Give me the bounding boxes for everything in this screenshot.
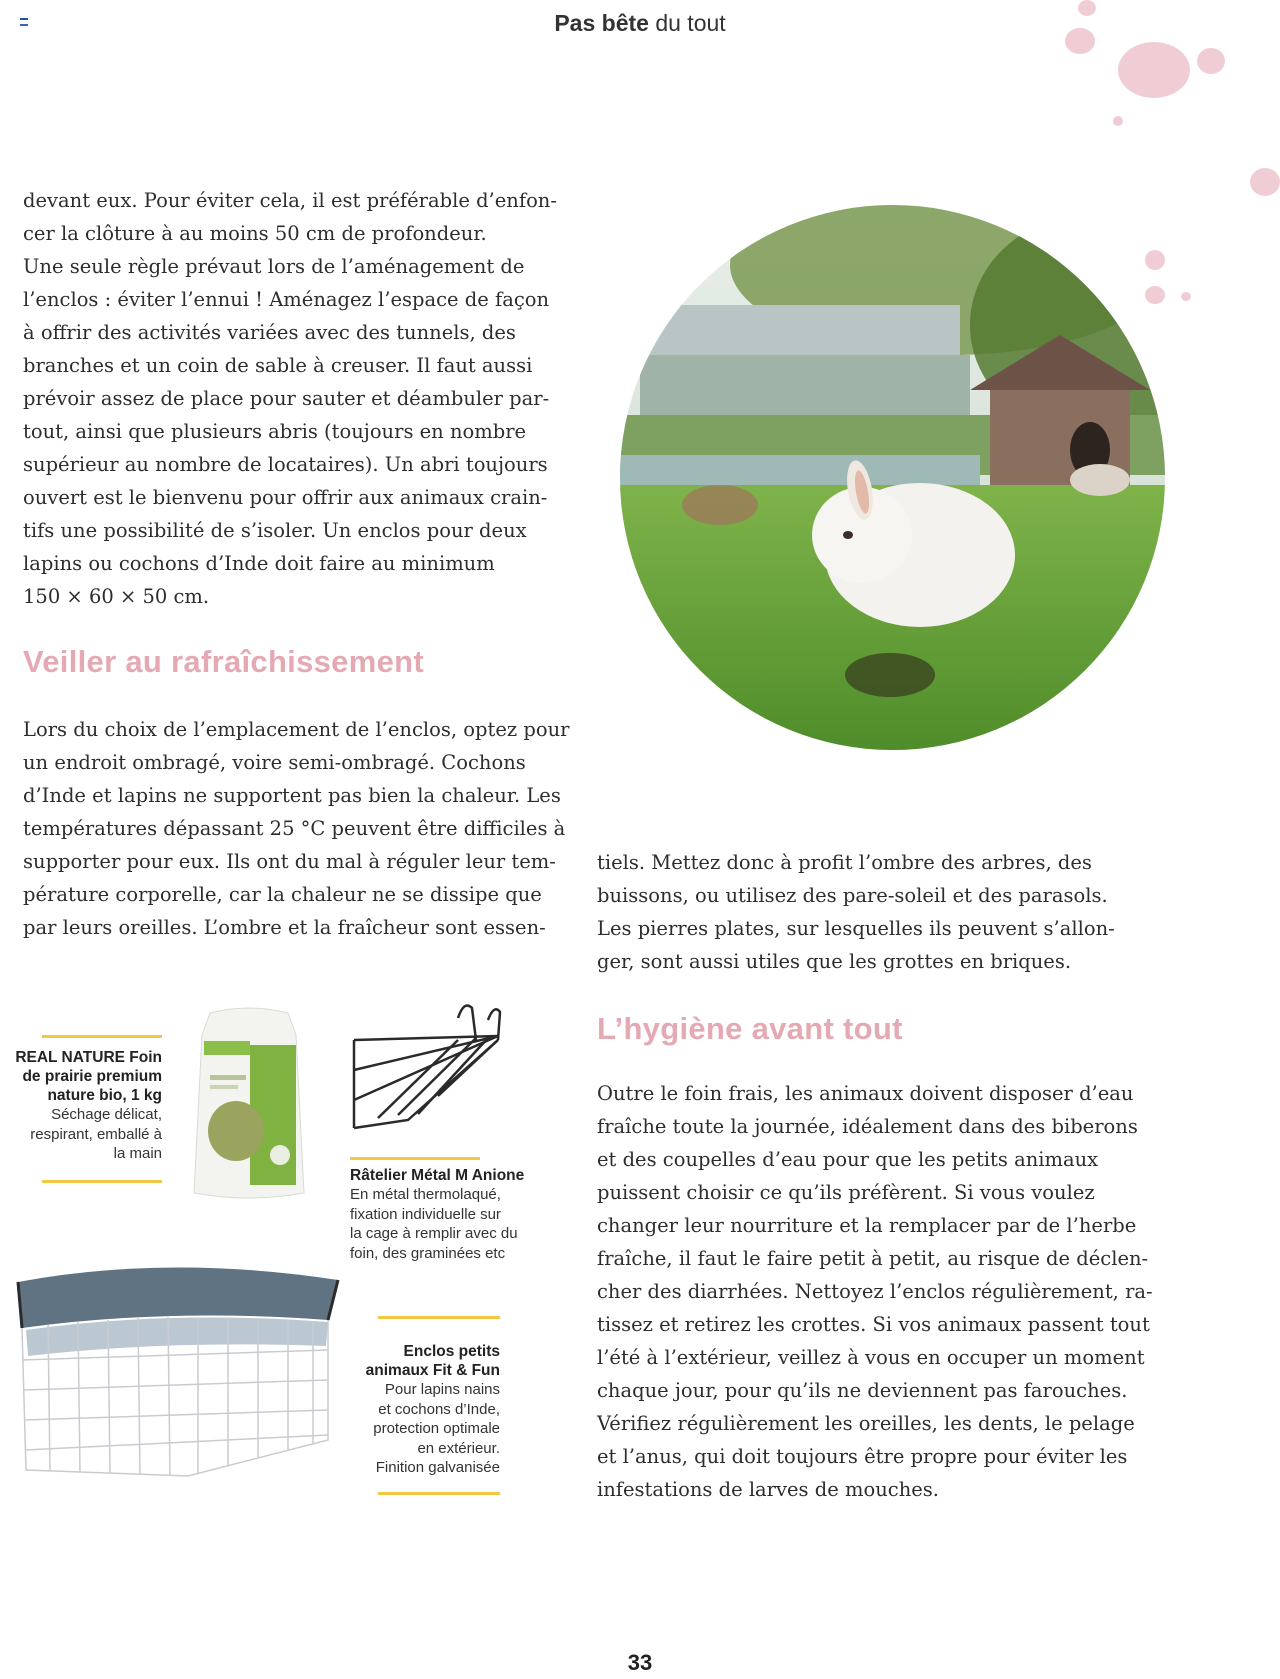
text-line: d’Inde et lapins ne supportent pas bien la chaleur. Les bbox=[23, 784, 561, 807]
product-enclosure-caption bbox=[330, 1342, 500, 1478]
text-line: fraîche, il faut le faire petit à petit, au risque de déclen- bbox=[597, 1247, 1149, 1270]
product-desc: Finition galvanisée bbox=[375, 1459, 500, 1476]
text-line: ger, sont aussi utiles que les grottes en briques. bbox=[597, 950, 1072, 973]
text-line: changer leur nourriture et la remplacer par de l’herbe bbox=[597, 1214, 1137, 1237]
product-desc: la cage à remplir avec du bbox=[350, 1225, 518, 1242]
text-line: pérature corporelle, car la chaleur ne se dissipe que bbox=[23, 883, 542, 906]
text-line: températures dépassant 25 °C peuvent être difficiles à bbox=[23, 817, 566, 840]
text-line: à offrir des activités variées avec des tunnels, des bbox=[23, 321, 516, 344]
text-line: 150 × 60 × 50 cm. bbox=[23, 585, 210, 608]
product-name: Râtelier Métal M Anione bbox=[350, 1167, 525, 1184]
hygiene-paragraph bbox=[597, 1077, 1177, 1506]
product-desc: fixation individuelle sur bbox=[350, 1205, 501, 1223]
text-line: l’été à l’extérieur, veillez à vous en occuper un moment bbox=[597, 1346, 1145, 1369]
text-line: Une seule règle prévaut lors de l’aménagement de bbox=[23, 255, 525, 278]
text-line: par leurs oreilles. L’ombre et la fraîcheur sont essen- bbox=[23, 916, 546, 939]
text-line: tissez et retirez les crottes. Si vos animaux passent tout bbox=[597, 1313, 1150, 1336]
text-line: Vérifiez régulièrement les oreilles, les dents, le pelage bbox=[597, 1412, 1135, 1435]
rabbit-photo-illustration bbox=[620, 205, 1165, 750]
text-line: tout, ainsi que plusieurs abris (toujours en nombre bbox=[23, 420, 527, 443]
text-line: tifs une possibilité de s’isoler. Un enclos pour deux bbox=[23, 519, 527, 542]
product-desc: foin, des graminées etc bbox=[350, 1244, 506, 1262]
text-line: cher des diarrhées. Nettoyez l’enclos régulièrement, ra- bbox=[597, 1280, 1153, 1303]
product-desc: respirant, emballé à bbox=[30, 1125, 162, 1143]
text-line: Les pierres plates, sur lesquelles ils peuvent s’allon- bbox=[597, 917, 1115, 940]
product-desc: Pour lapins nains bbox=[384, 1381, 500, 1398]
text-line: lapins ou cochons d’Inde doit faire au minimum bbox=[23, 552, 495, 575]
text-line: Lors du choix de l’emplacement de l’enclos, optez pour bbox=[23, 718, 570, 741]
text-line: branches et un coin de sable à creuser. Il faut aussi bbox=[23, 354, 533, 377]
text-line: ouvert est le bienvenu pour offrir aux animaux crain- bbox=[23, 486, 548, 509]
hay-rack-image bbox=[348, 1000, 508, 1140]
text-line: prévoir assez de place pour sauter et déambuler par- bbox=[23, 387, 550, 410]
product-name: REAL NATURE Foin bbox=[15, 1049, 162, 1066]
text-line: un endroit ombragé, voire semi-ombragé. Cochons bbox=[23, 751, 526, 774]
product-desc: en extérieur. bbox=[417, 1439, 500, 1457]
heading-hygiene: L’hygiène avant tout bbox=[597, 1011, 903, 1046]
text-line: fraîche toute la journée, idéalement dans des biberons bbox=[597, 1115, 1138, 1138]
text-line: devant eux. Pour éviter cela, il est préférable d’enfon- bbox=[23, 189, 557, 212]
text-line: chaque jour, pour qu’ils ne deviennent pas farouches. bbox=[597, 1379, 1128, 1402]
text-line: Outre le foin frais, les animaux doivent disposer d’eau bbox=[597, 1082, 1134, 1105]
text-line: cer la clôture à au moins 50 cm de profondeur. bbox=[23, 222, 487, 245]
product-name: Enclos petits bbox=[403, 1343, 500, 1360]
text-line: supporter pour eux. Ils ont du mal à réguler leur tem- bbox=[23, 850, 556, 873]
product-desc: En métal thermolaqué, bbox=[350, 1186, 501, 1203]
header-title-bold: Pas bête bbox=[554, 10, 649, 36]
product-rule bbox=[350, 1157, 480, 1160]
product-rule bbox=[378, 1316, 500, 1319]
product-desc: la main bbox=[113, 1145, 162, 1162]
text-line: et l’anus, qui doit toujours être propre pour éviter les bbox=[597, 1445, 1128, 1468]
product-desc: protection optimale bbox=[373, 1420, 500, 1437]
rabbit-photo bbox=[620, 205, 1165, 750]
enclosure-image bbox=[8, 1250, 348, 1480]
text-line: l’enclos : éviter l’ennui ! Aménagez l’espace de façon bbox=[23, 288, 550, 311]
text-line: infestations de larves de mouches. bbox=[597, 1478, 940, 1501]
text-line: et des coupelles d’eau pour que les petits animaux bbox=[597, 1148, 1099, 1171]
product-name: animaux Fit & Fun bbox=[365, 1362, 500, 1379]
text-line: puissent choisir ce qu’ils préfèrent. Si vous voulez bbox=[597, 1181, 1095, 1204]
product-desc: Séchage délicat, bbox=[51, 1106, 162, 1123]
intro-paragraph bbox=[23, 184, 583, 613]
text-line: supérieur au nombre de locataires). Un abri toujours bbox=[23, 453, 548, 476]
header-title-regular: du tout bbox=[648, 10, 726, 36]
hay-bag-image bbox=[176, 1005, 322, 1205]
product-name: nature bio, 1 kg bbox=[47, 1087, 162, 1104]
product-rule bbox=[42, 1180, 162, 1183]
text-line: buissons, ou utilisez des pare-soleil et des parasols. bbox=[597, 884, 1108, 907]
product-rack-caption bbox=[350, 1166, 550, 1263]
page-number: 33 bbox=[627, 1650, 653, 1675]
rafraichissement-paragraph bbox=[23, 713, 593, 944]
product-name: de prairie premium bbox=[22, 1068, 162, 1085]
product-hay-caption bbox=[10, 1048, 162, 1164]
heading-rafraichissement: Veiller au rafraîchissement bbox=[23, 644, 424, 679]
product-rule bbox=[378, 1492, 500, 1495]
product-rule bbox=[42, 1035, 162, 1038]
product-desc: et cochons d’Inde, bbox=[378, 1400, 500, 1418]
continuation-paragraph bbox=[597, 846, 1157, 978]
text-line: tiels. Mettez donc à profit l’ombre des arbres, des bbox=[597, 851, 1092, 874]
